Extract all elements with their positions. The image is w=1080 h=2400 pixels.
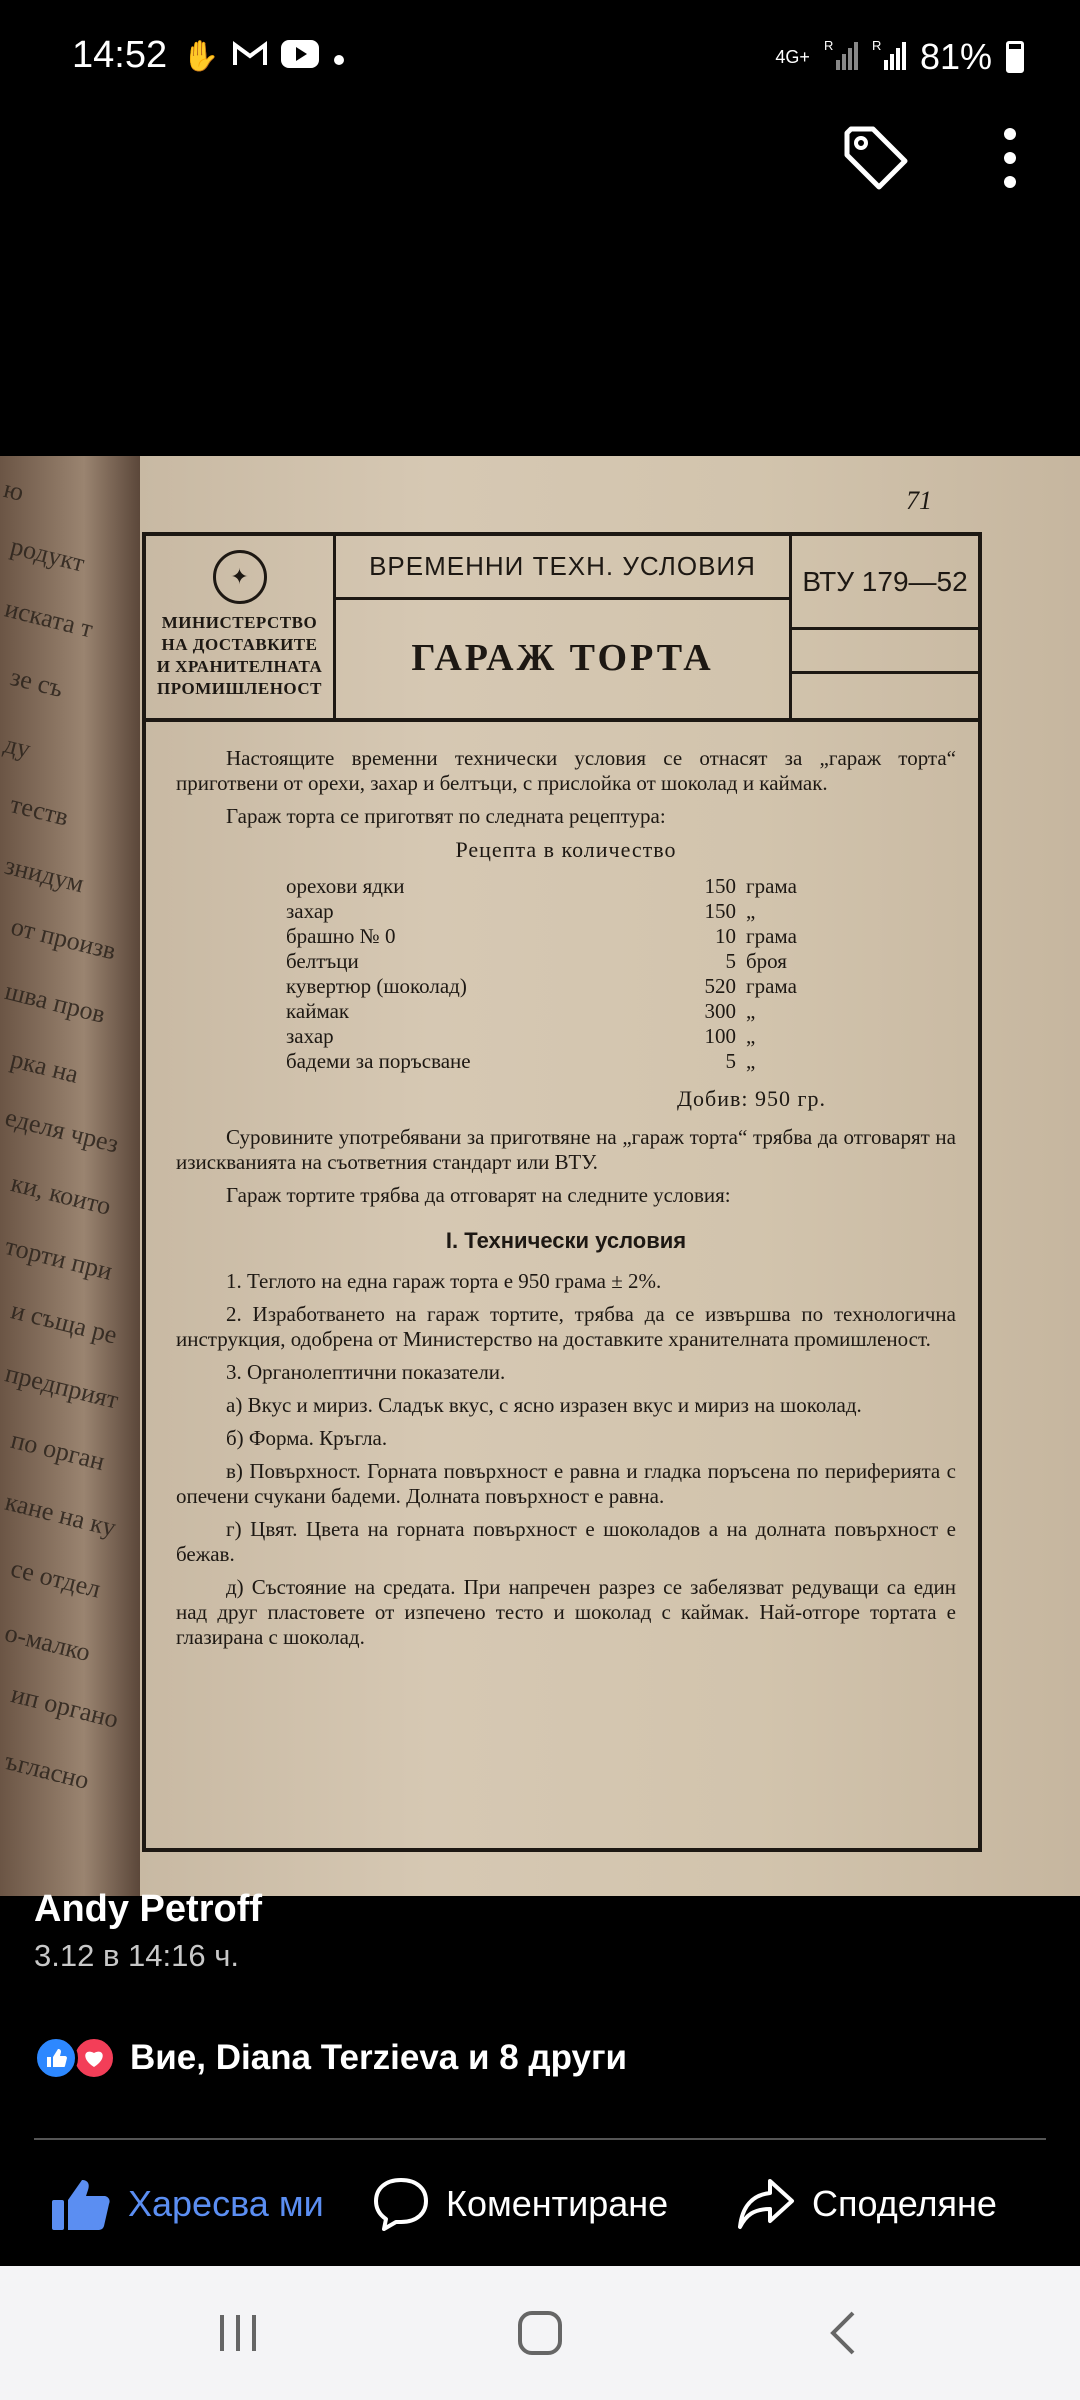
left-page-fragment: теств xyxy=(7,789,72,832)
ingredient-row xyxy=(286,949,836,974)
left-page-fragment: предприят xyxy=(2,1358,122,1415)
ingredient-name: каймак xyxy=(286,999,350,1023)
left-page-fragment: кане на ку xyxy=(2,1486,119,1543)
recipe-title: Рецепта в количество xyxy=(455,837,677,862)
ingredient-unit: грама xyxy=(746,924,797,948)
home-icon xyxy=(516,2309,564,2357)
document-body xyxy=(176,746,956,1658)
left-page-fragment: ип органо xyxy=(8,1679,122,1734)
left-page-fragment: ки, които xyxy=(8,1168,114,1221)
comment-label: Коментиране xyxy=(446,2183,669,2224)
left-page-fragment: еделя чрез xyxy=(2,1102,122,1159)
signal-icon xyxy=(824,38,858,77)
ministry-line: ПРОМИШЛЕНОСТ xyxy=(157,679,322,698)
header-blank-row xyxy=(792,674,978,718)
notification-icons xyxy=(182,40,345,74)
gmail-icon xyxy=(233,41,267,73)
ministry-block xyxy=(146,536,336,718)
document-code: ВТУ 179—52 xyxy=(792,536,978,630)
tag-icon xyxy=(841,123,911,193)
battery-percent: 81% xyxy=(919,36,992,77)
ingredient-qty: 150 xyxy=(704,874,736,898)
header-right xyxy=(792,536,978,718)
book-page xyxy=(142,476,992,1876)
like-reaction-icon xyxy=(34,2036,78,2080)
ingredient-name: захар xyxy=(286,1024,334,1048)
post-time[interactable]: 3.12 в 14:16 ч. xyxy=(34,1938,239,1973)
network-type: 4G+ xyxy=(775,47,810,67)
coat-of-arms-icon: ✦ xyxy=(213,550,267,604)
condition-item: б) Форма. Кръгла. xyxy=(226,1426,388,1450)
ingredient-row xyxy=(286,874,836,899)
ingredient-row xyxy=(286,999,836,1024)
left-page-fragment: зе съ xyxy=(7,661,67,704)
condition-item: г) Цвят. Цвета на горната повърхност е шоколадов а на долната повърхност е бежав. xyxy=(176,1517,956,1566)
back-button[interactable] xyxy=(772,2266,912,2400)
document-frame xyxy=(142,532,982,1852)
ingredient-unit: броя xyxy=(746,949,787,973)
more-vertical-icon xyxy=(1002,127,1018,189)
condition-item: 3. Органолептични показатели. xyxy=(226,1360,506,1384)
left-page-fragment: от произв xyxy=(8,911,119,966)
ingredient-name: захар xyxy=(286,899,334,923)
tag-button[interactable] xyxy=(836,118,916,198)
navigation-bar xyxy=(0,2266,1080,2400)
hand-icon: ✋ xyxy=(182,40,220,73)
ingredients-list xyxy=(286,874,836,1074)
header-blank-row xyxy=(792,630,978,674)
left-page-fragment: по орган xyxy=(8,1424,108,1477)
share-label: Споделяне xyxy=(812,2183,997,2224)
comment-icon xyxy=(372,2176,430,2232)
like-label: Харесва ми xyxy=(128,2183,324,2224)
ingredient-qty: 520 xyxy=(704,974,736,998)
ingredient-unit: „ xyxy=(746,999,756,1023)
ingredient-name: бадеми за поръсване xyxy=(286,1049,471,1073)
condition-item: в) Повърхност. Горната повърхност е равна и гладка поръсена по периферията с опечени счукани бадеми. Долната повърхност е равна. xyxy=(176,1459,956,1508)
ingredient-row xyxy=(286,924,836,949)
ingredient-name: кувертюр (шоколад) xyxy=(286,974,467,998)
ingredient-qty: 10 xyxy=(715,924,736,948)
sim2-label: R xyxy=(871,37,882,53)
back-icon xyxy=(827,2310,857,2356)
reactions-text: Вие, Diana Terzieva и 8 други xyxy=(130,2038,628,2077)
ingredient-name: орехови ядки xyxy=(286,874,405,898)
left-page-fragment: знидум xyxy=(1,850,87,899)
ingredient-unit: грама xyxy=(746,974,797,998)
ingredient-unit: „ xyxy=(746,899,756,923)
love-reaction-icon xyxy=(72,2036,116,2080)
ingredient-row xyxy=(286,1049,836,1074)
ingredient-qty: 5 xyxy=(725,1049,736,1073)
reactions-summary[interactable] xyxy=(34,2036,627,2080)
recent-apps-button[interactable] xyxy=(168,2266,308,2400)
dot-icon xyxy=(333,42,345,72)
ingredient-name: белтъци xyxy=(286,949,359,973)
ingredient-name: брашно № 0 xyxy=(286,924,396,948)
youtube-icon xyxy=(281,40,319,74)
conditions-list xyxy=(176,1269,956,1650)
document-header xyxy=(146,536,978,722)
ingredient-row xyxy=(286,899,836,924)
section-title: I. Технически условия xyxy=(445,1228,687,1253)
status-right xyxy=(775,36,1024,78)
header-center xyxy=(336,536,792,718)
post-actions xyxy=(0,2160,1080,2248)
post-author[interactable]: Andy Petroff xyxy=(34,1888,262,1930)
left-page-fragment: торти при xyxy=(2,1231,116,1286)
share-icon xyxy=(736,2177,796,2231)
recent-apps-icon xyxy=(216,2313,260,2353)
condition-item: 2. Изработването на гараж тортите, трябва да се извършва по технологична инструкция, одобрена от Министерство на доставките хранителната промишленост. xyxy=(176,1302,956,1351)
condition-item: 1. Теглото на една гараж торта е 950 грама ± 2%. xyxy=(226,1269,662,1293)
comment-button[interactable] xyxy=(372,2160,668,2248)
share-button[interactable] xyxy=(736,2160,997,2248)
left-page-fragment: рка на xyxy=(7,1044,82,1089)
ingredient-unit: „ xyxy=(746,1049,756,1073)
ingredient-qty: 5 xyxy=(725,949,736,973)
condition-item: а) Вкус и мириз. Сладък вкус, с ясно изразен вкус и мириз на шоколад. xyxy=(226,1393,862,1417)
conditions-lead: Гараж тортите трябва да отговарят на следните условия: xyxy=(226,1183,731,1207)
header-subtitle: ВРЕМЕННИ ТЕХН. УСЛОВИЯ xyxy=(336,536,789,600)
ingredient-unit: „ xyxy=(746,1024,756,1048)
left-page-fragment: ю xyxy=(0,474,27,507)
signal-icon-2 xyxy=(872,38,906,77)
intro-paragraph: Настоящите временни технически условия се отнасят за „гараж торта“ приготвени от орехи, захар и белтъци, с прислойка от шоколад и каймак. xyxy=(176,746,956,795)
ingredient-unit: грама xyxy=(746,874,797,898)
like-button[interactable] xyxy=(50,2160,324,2248)
ingredient-row xyxy=(286,1024,836,1049)
left-page xyxy=(0,456,140,1896)
thumbs-up-icon xyxy=(50,2176,112,2232)
condition-item: д) Състояние на средата. При напречен разрез се забелязват редуващи са един над друг пластовете от изпечено тесто и шоколад с каймак. Най-отгоре тортата е глазирана с шоколад. xyxy=(176,1575,956,1649)
yield: Добив: 950 гр. xyxy=(677,1086,826,1111)
ingredient-qty: 150 xyxy=(704,899,736,923)
ministry-line: НА ДОСТАВКИТЕ xyxy=(161,635,318,654)
page-number: 71 xyxy=(906,486,932,515)
left-page-fragment: родукт xyxy=(7,531,88,578)
status-bar xyxy=(0,0,1080,118)
document-title: ГАРАЖ ТОРТА xyxy=(411,636,714,679)
home-button[interactable] xyxy=(470,2266,610,2400)
ministry-line: И ХРАНИТЕЛНАТА xyxy=(156,657,323,676)
status-time: 14:52 xyxy=(72,34,168,76)
battery-icon xyxy=(1006,41,1024,73)
ingredient-qty: 100 xyxy=(704,1024,736,1048)
left-page-fragment: шва пров xyxy=(2,976,109,1029)
ingredient-qty: 300 xyxy=(704,999,736,1023)
ingredient-row xyxy=(286,974,836,999)
ministry-line: МИНИСТЕРСТВО xyxy=(161,613,318,632)
left-page-fragment: и съща ре xyxy=(8,1295,121,1350)
raw-materials-paragraph: Суровините употребявани за приготвяне на „гараж торта“ трябва да отговарят на изискванията на съответния стандарт или ВТУ. xyxy=(176,1125,956,1174)
left-page-fragment: о-малко xyxy=(1,1617,94,1668)
left-page-fragment: иската т xyxy=(1,593,96,644)
recipe-lead: Гараж торта се приготвят по следната рецептура: xyxy=(226,804,666,828)
divider xyxy=(34,2138,1046,2140)
left-page-fragment: се отдел xyxy=(7,1553,104,1604)
left-page-fragment: ду xyxy=(1,729,34,764)
left-page-fragment: ъгласно xyxy=(1,1746,93,1795)
post-photo[interactable] xyxy=(0,456,1080,1896)
sim1-label: R xyxy=(823,37,834,53)
more-options-button[interactable] xyxy=(990,118,1030,198)
